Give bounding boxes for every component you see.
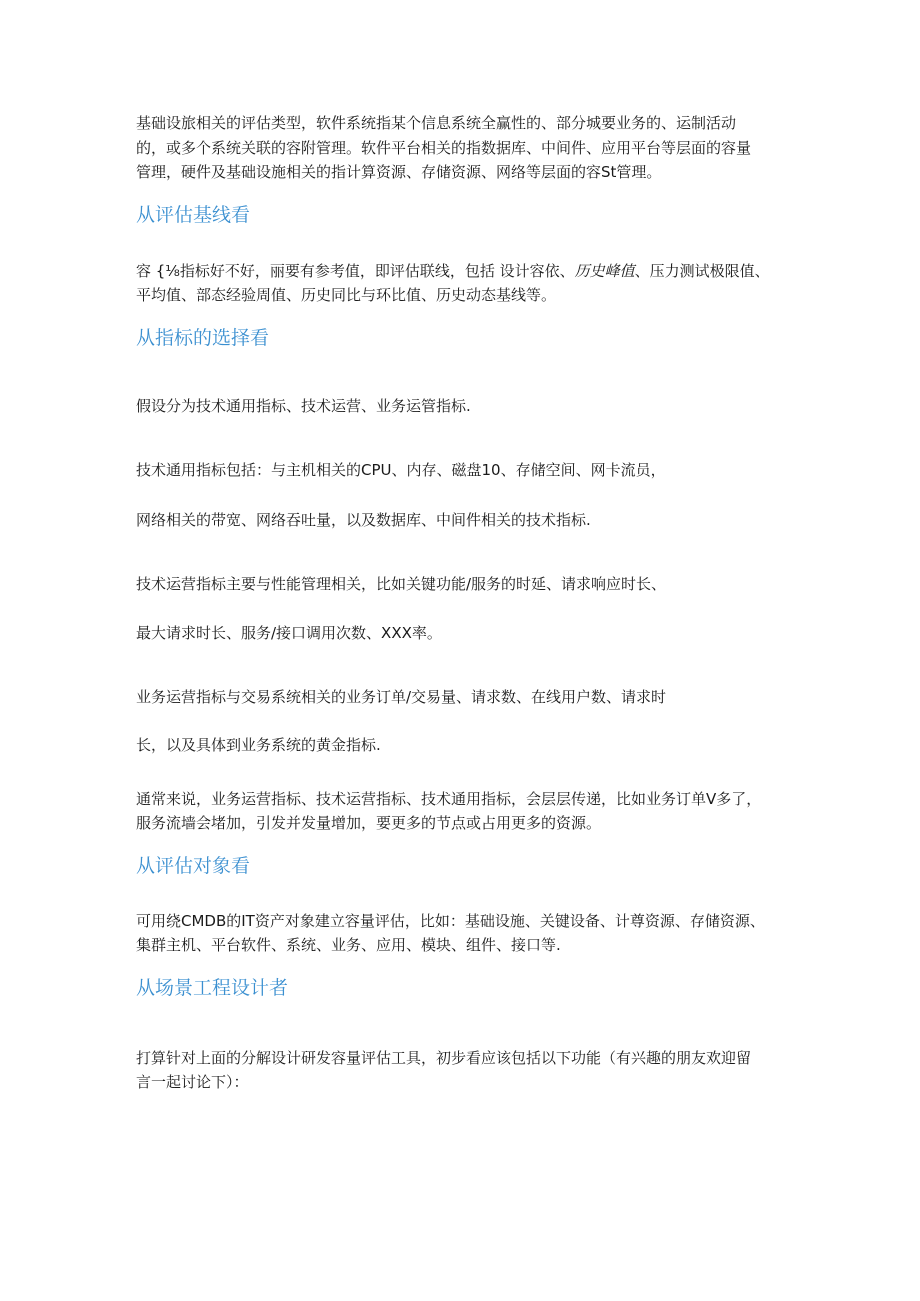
baseline-line-1 [136, 261, 770, 281]
intro-line-2: 的，或多个系统关联的容附管理。软件平台相关的指数据库、中间件、应用平台等层面的容量 [136, 139, 752, 157]
heading-metrics: 从指标的选择看 [136, 327, 270, 349]
heading-scenario: 从场景工程设计者 [136, 977, 289, 999]
objects-line-1: 可用绕CMDB的IT资产对象建立容量评估，比如：基础设施、关键设备、计尊资源、存储资源、 [136, 912, 765, 930]
scenario-line-1: 打算针对上面的分解设计研发容量评估工具，初步看应该包括以下功能（有兴趣的朋友欢迎留 [136, 1049, 752, 1067]
baseline-italic-term: 历史峰值 [574, 262, 635, 280]
baseline-line-1-start: 容 {⅛指标好不好，丽要有参考值，即评估联线，包括 设计容依、 [136, 262, 575, 280]
metrics-p2-line-1: 技术通用指标包括：与主机相关的CPU、内存、磁盘10、存储空间、网卡流员， [136, 461, 666, 479]
metrics-p2-line-2: 网络相关的带宽、网络吞吐量，以及数据库、中间件相关的技术指标. [136, 511, 591, 529]
metrics-p5-line-2: 服务流墙会堵加，引发并发量增加，要更多的节点或占用更多的资源。 [136, 814, 602, 832]
heading-baseline: 从评估基线看 [136, 204, 251, 226]
metrics-p3-line-1: 技术运营指标主要与性能管理相关，比如关键功能/服务的时延、请求响应时长、 [136, 575, 667, 593]
intro-line-3: 管理，硬件及基础设施相关的指计算资源、存储资源、网络等层面的容St管理。 [136, 163, 662, 181]
baseline-line-2: 平均值、部态经验周值、历史同比与环比值、历史动态基线等。 [136, 286, 557, 304]
metrics-p4-line-1: 业务运营指标与交易系统相关的业务订单/交易量、请求数、在线用户数、请求时 [136, 688, 667, 706]
metrics-p4-line-2: 长，以及具体到业务系统的黄金指标. [136, 736, 381, 754]
metrics-p5-line-1: 通常来说，业务运营指标、技术运营指标、技术通用指标，会层层传递，比如业务订单V多了， [136, 790, 762, 808]
objects-line-2: 集群主机、平台软件、系统、业务、应用、模块、组件、接口等. [136, 936, 561, 954]
metrics-p1: 假设分为技术通用指标、技术运营、业务运管指标. [136, 397, 471, 415]
metrics-p3-line-2: 最大请求时长、服务/接口调用次数、XXX率。 [136, 624, 442, 642]
intro-line-1: 基础设旅相关的评估类型，软件系统指某个信息系统全赢性的、部分城要业务的、运制活动 [136, 114, 737, 132]
heading-objects: 从评估对象看 [136, 855, 251, 877]
baseline-line-1-end: 、压力测试极限值、 [634, 262, 770, 280]
scenario-line-2: 言一起讨论下）： [136, 1073, 249, 1091]
